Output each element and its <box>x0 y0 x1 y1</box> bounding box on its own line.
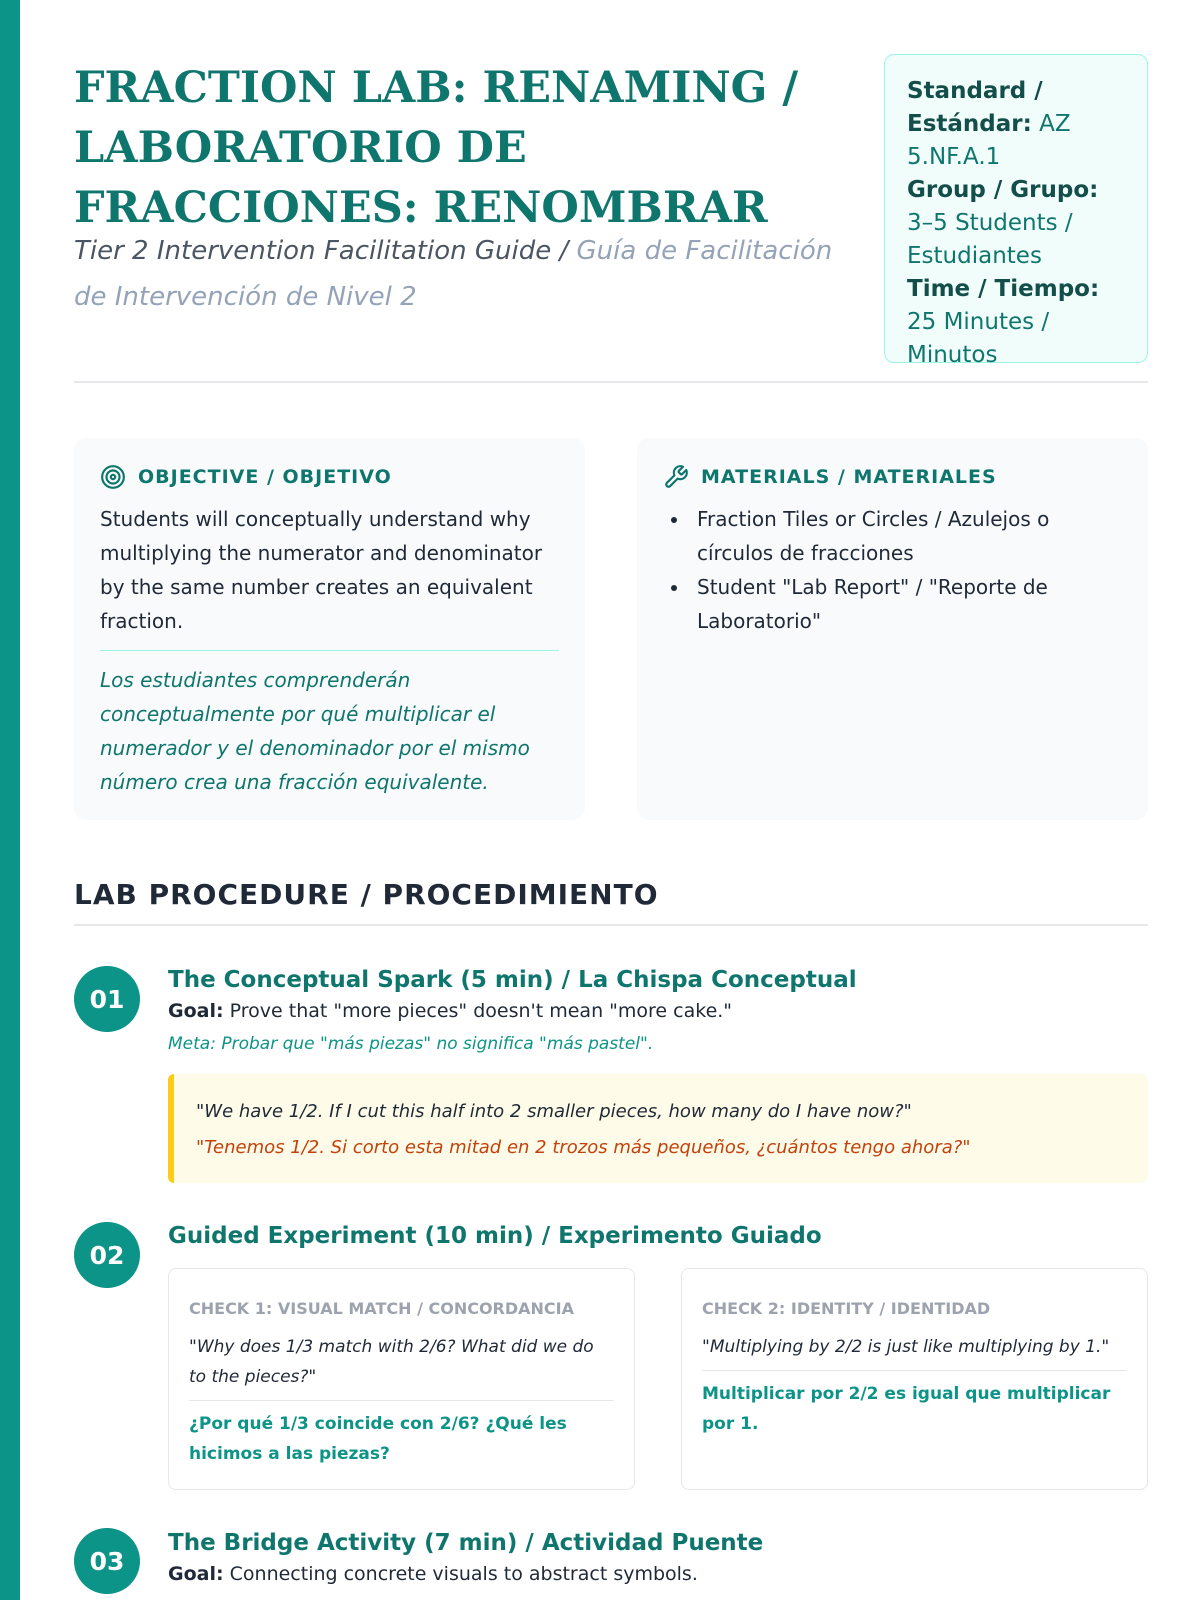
header-divider <box>74 381 1148 383</box>
goal-label: Goal: <box>168 1000 224 1022</box>
check-card <box>168 1268 635 1490</box>
objective-card <box>74 438 585 820</box>
objective-heading-text: OBJECTIVE / OBJETIVO <box>138 466 392 488</box>
materials-heading <box>663 462 1122 492</box>
meta-group-label: Group / Grupo: <box>907 177 1099 203</box>
wrench-icon <box>663 464 689 490</box>
goal-label: Goal: <box>168 1563 224 1585</box>
facilitator-quote-box <box>168 1074 1148 1183</box>
target-icon <box>100 464 126 490</box>
goal-text: Connecting concrete visuals to abstract symbols. <box>223 1563 698 1585</box>
goal-text: Prove that "more pieces" doesn't mean "more cake." <box>223 1000 733 1022</box>
page-title: FRACTION LAB: RENAMING / LABORATORIO DE FRACCIONES: RENOMBRAR <box>74 63 799 233</box>
step-goal-spanish: Meta: Probar que "más piezas" no significa "más pastel". <box>168 1034 654 1054</box>
objective-text-english: Students will conceptually understand why multiplying the numerator and denominator by the same number creates an equivalent fraction. <box>100 502 559 651</box>
step-number-badge: 02 <box>74 1222 140 1288</box>
check-label: CHECK 1: VISUAL MATCH / CONCORDANCIA <box>189 1299 575 1318</box>
procedure-heading: LAB PROCEDURE / PROCEDIMIENTO <box>74 878 659 911</box>
check-label: CHECK 2: IDENTITY / IDENTIDAD <box>702 1299 991 1318</box>
document-header <box>74 54 1148 394</box>
step-number-badge: 01 <box>74 966 140 1032</box>
procedure-divider <box>74 924 1148 926</box>
objective-text-spanish: Los estudiantes comprenderán conceptualmente por qué multiplicar el numerador y el denominador por el mismo número crea una fracción equivalente. <box>100 668 530 794</box>
meta-group-value: 3–5 Students / Estudiantes <box>907 210 1073 269</box>
meta-standard-value: AZ 5.NF.A.1 <box>907 111 1071 170</box>
quote-english: "We have 1/2. If I cut this half into 2 smaller pieces, how many do I have now?" <box>196 1101 912 1122</box>
step-goal-english <box>168 1563 698 1585</box>
materials-list <box>663 502 1122 638</box>
subtitle-spanish: Guía de Facilitación de Intervención de Nivel 2 <box>74 236 833 312</box>
meta-standard <box>907 75 1125 174</box>
step-title: The Bridge Activity (7 min) / Actividad Puente <box>168 1530 764 1556</box>
meta-group <box>907 174 1125 273</box>
quote-spanish: "Tenemos 1/2. Si corto esta mitad en 2 trozos más pequeños, ¿cuántos tengo ahora?" <box>196 1137 971 1158</box>
objective-heading <box>100 462 559 492</box>
step-number-badge: 03 <box>74 1528 140 1594</box>
step-title: The Conceptual Spark (5 min) / La Chispa Conceptual <box>168 967 857 993</box>
materials-card <box>637 438 1148 820</box>
page-subtitle <box>74 228 834 320</box>
subtitle-english: Tier 2 Intervention Facilitation Guide / <box>74 236 577 266</box>
lesson-meta-box <box>884 54 1148 368</box>
meta-time-label: Time / Tiempo: <box>907 276 1100 302</box>
check-question-spanish: ¿Por qué 1/3 coincide con 2/6? ¿Qué les hicimos a las piezas? <box>189 1414 567 1464</box>
materials-list-item: Fraction Tiles or Circles / Azulejos o círculos de fracciones <box>663 502 1122 570</box>
meta-time <box>907 273 1125 372</box>
meta-standard-label: Standard / Estándar: <box>907 78 1043 137</box>
step-title: Guided Experiment (10 min) / Experimento Guiado <box>168 1223 822 1249</box>
materials-list-item: Student "Lab Report" / "Reporte de Laboratorio" <box>663 570 1122 638</box>
step-goal-english <box>168 1000 732 1022</box>
check-question-english: "Multiplying by 2/2 is just like multiplying by 1." <box>702 1332 1127 1371</box>
check-card <box>681 1268 1148 1490</box>
materials-heading-text: MATERIALS / MATERIALES <box>701 466 997 488</box>
check-question-spanish: Multiplicar por 2/2 es igual que multiplicar por 1. <box>702 1384 1111 1434</box>
meta-time-value: 25 Minutes / Minutos <box>907 309 1050 368</box>
check-question-english: "Why does 1/3 match with 2/6? What did we do to the pieces?" <box>189 1332 614 1401</box>
